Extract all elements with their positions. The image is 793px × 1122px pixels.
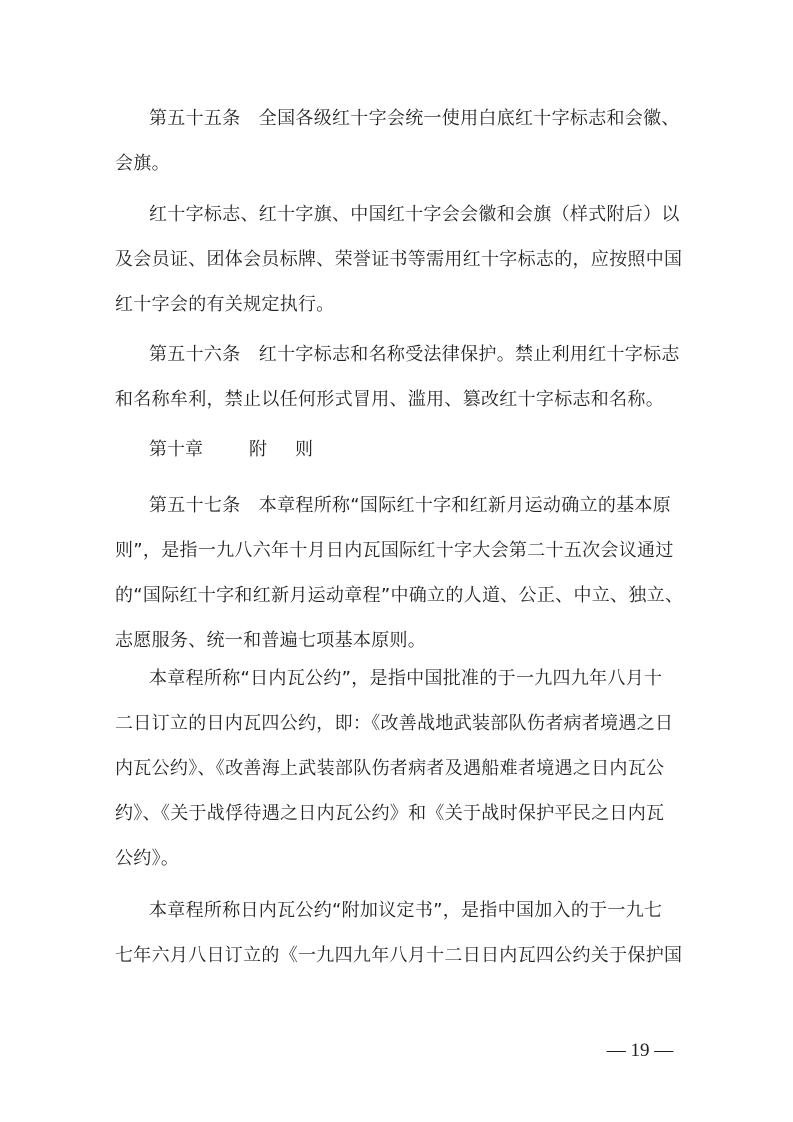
chapter-title-char: 附	[249, 439, 267, 460]
text-line: 七年六月八日订立的《一九四九年八月十二日日内瓦四公约关于保护国	[115, 945, 683, 966]
text-line: 及会员证、团体会员标牌、荣誉证书等需用红十字标志的，应按照中国	[115, 249, 683, 270]
text-line: 二日订立的日内瓦四公约，即：《改善战地武装部队伤者病者境遇之日	[115, 713, 674, 734]
text-line: 的“国际红十字和红新月运动章程”中确立的人道、公正、中立、独立、	[115, 585, 684, 606]
text-line: 会旗。	[115, 153, 170, 174]
text-line: 本章程所称“日内瓦公约”，是指中国批准的于一九四九年八月十	[149, 668, 663, 689]
text-line: 第五十五条 全国各级红十字会统一使用白底红十字标志和会徽、	[149, 108, 680, 129]
text-line: 公约》。	[115, 848, 180, 869]
paragraph-article-55	[115, 96, 695, 186]
text-line: 红十字会的有关规定执行。	[115, 294, 335, 315]
text-line: 红十字标志、红十字旗、中国红十字会会徽和会旗（样式附后）以	[149, 204, 680, 225]
chapter-number: 第十章	[149, 439, 203, 460]
text-line: 约》、《关于战俘待遇之日内瓦公约》和《关于战时保护平民之日内瓦	[115, 803, 665, 824]
chapter-heading	[149, 427, 313, 472]
text-line: 志愿服务、统一和普遍七项基本原则。	[115, 630, 427, 651]
text-line: 第五十七条 本章程所称“国际红十字和红新月运动确立的基本原	[149, 495, 672, 516]
text-line: 本章程所称日内瓦公约“附加议定书”，是指中国加入的于一九七	[149, 900, 663, 921]
paragraph-article-55-continued	[115, 192, 695, 327]
text-line: 第五十六条 红十字标志和名称受法律保护。禁止利用红十字标志	[149, 344, 680, 365]
text-line: 则”，是指一九八六年十月日内瓦国际红十字大会第二十五次会议通过	[115, 540, 674, 561]
text-line: 内瓦公约》、《改善海上武装部队伤者病者及遇船难者境遇之日内瓦公	[115, 758, 665, 779]
chapter-title-char: 则	[295, 439, 313, 460]
page-number: — 19 —	[606, 1040, 674, 1061]
paragraph-geneva-conventions	[115, 656, 695, 881]
text-line: 和名称牟利，禁止以任何形式冒用、滥用、篡改红十字标志和名称。	[115, 389, 664, 410]
paragraph-article-57	[115, 483, 695, 663]
paragraph-additional-protocols	[115, 888, 695, 978]
paragraph-article-56	[115, 332, 695, 422]
